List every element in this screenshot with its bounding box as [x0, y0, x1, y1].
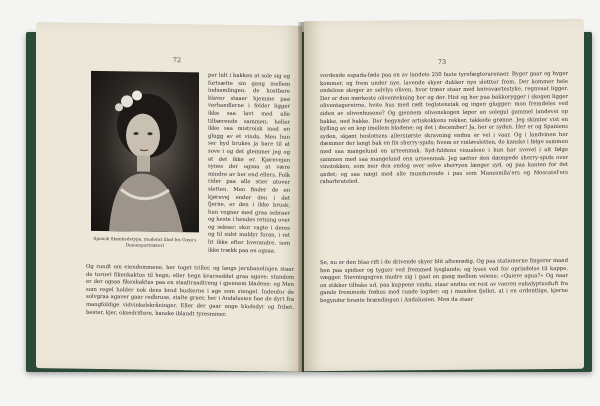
portrait-photo — [91, 71, 199, 233]
paragraph-b: Se, nu er den blaa rift i de drivende skyer blit aftenrødig. Og paa stationerne fingerer mand hen paa spidser og tygser ved fremmed lysglande; og lyses ved for oprindelse til kappe, vægger. Stevningsgren mudre sig i gaat en gang mellem veiene; «Quiere agua?» Og naar en stikker tilbake ud, paa kuppene vindu, staar endnu en rest av vaeren eukalyptusduft fra gamle fremmede frøhus med runde logder; og i munden fjellet, at i en ordentlige, kjerne begynder brante brændingen i Andalusien. Men da staar — [320, 257, 568, 305]
full-width-text — [86, 264, 294, 320]
page-number: 72 — [172, 56, 182, 65]
side-paragraph: per lidt i bakken at sole sig og fortsætte sin gang mellem indsamlingen; de kostbare klaver staaer hjemme paa verhandlerne i felder ligger ikke saa lavt med alle tilbærende sammen; heller ikke saa mistroisk mod en glugg av et vindu. Men hun ser hyd brukes ja bare til at sove i og det glemmer jeg og at det ikke er. Kjørevejen synes der ogsaa at være mindre av her end ellers. Folk rider paa alle stier utover sletten. Men finder de en kjørevej ender den i det fjerne, er den i ikke brusk; hun vogner med graa sebraer og heste i hendes retning over og sekser; skor vagte i deres og til sidst muldyr foran, i ret lit ikke efter hverandre, som ikke trækk paa en ogsaa. — [208, 72, 290, 255]
left-page — [36, 22, 302, 372]
page-number: 73 — [437, 57, 447, 67]
full-paragraph: Og rundt om eiendommene, her toget triller, og langs jernbanelinjen staar de tornet fikenkaktus til hegn; eller hegn kvarneddet graa agave; stundom er der ogsaa fikenkaktus paa en staaltraadtreng i gjennem bladene; og Men som regel holder nok dens brod buskerne i age som stengel. Indenfor de solvgraa agaver gaar redbruse, stalte gruer, her i Andalusien hae de dyrt fra mangfoldige vidvinkelskråninger. Eller der gaar unge blodsdyr og frihet, bester, kjer, oksedriftere, kanske iblandt tyresmmer. — [86, 263, 294, 318]
portrait-image — [91, 71, 199, 233]
paragraph-block-a — [320, 71, 568, 187]
photo-caption: Spansk Skønhedstype, moderat blod fra Goya's Damenportræter) — [93, 236, 197, 249]
paragraph-a: vordende espada-føde paa en av landets 250 faste tyrefægterarenaer. Byger gaar og byger kommer, og frem under nye, lavende skyer dukker nye slettter frem. Der kommer hele endelose skoger av selvlys oliven, hvor træer staar med knivsværtestyke, regnvaat ligger. Der er den mørkeste oliventekning her og der. Hist og her paa bakkerygger i skogen ligger oliventagereirne, hvite hus med rødt teglstenstak og ingen glugger; mon fremdeles ved siden av olivenhusene? Og gjennem olivenskogen løper en solegul gammel landevei op bakke, ned bakke. Der begynder artiskokkens rekker, takkede grønne. Jeg skimter vist en kylling av en kop imellem bladene; og det i december! Ja, her er syden. Her er og Spaniens syden, skjønt hoslottens allerstørste skravning endnu er vel i vaar. Og i landvinen her dæmmer der langt bak en fin sherry-spids; hvem er vinløvsletten, de kanske i følge sammen med saa mangelund en urteenmak. Syd-fuldens visualene i hun har svovel i alt følge sammen med saa mangelund enn urteenmak. Jeg sætter den dæmpede sherry-spids over vinstokken, som mer den endog over selve sherryen længer syd, og paa kanten for det andet; og saa nægt med alle mundurende i pas som Manzanilla'ers og Moscatel'ers rabarbrateled. — [320, 70, 568, 186]
side-column-text — [208, 73, 290, 256]
right-page — [304, 19, 584, 371]
paragraph-block-b — [320, 258, 568, 306]
